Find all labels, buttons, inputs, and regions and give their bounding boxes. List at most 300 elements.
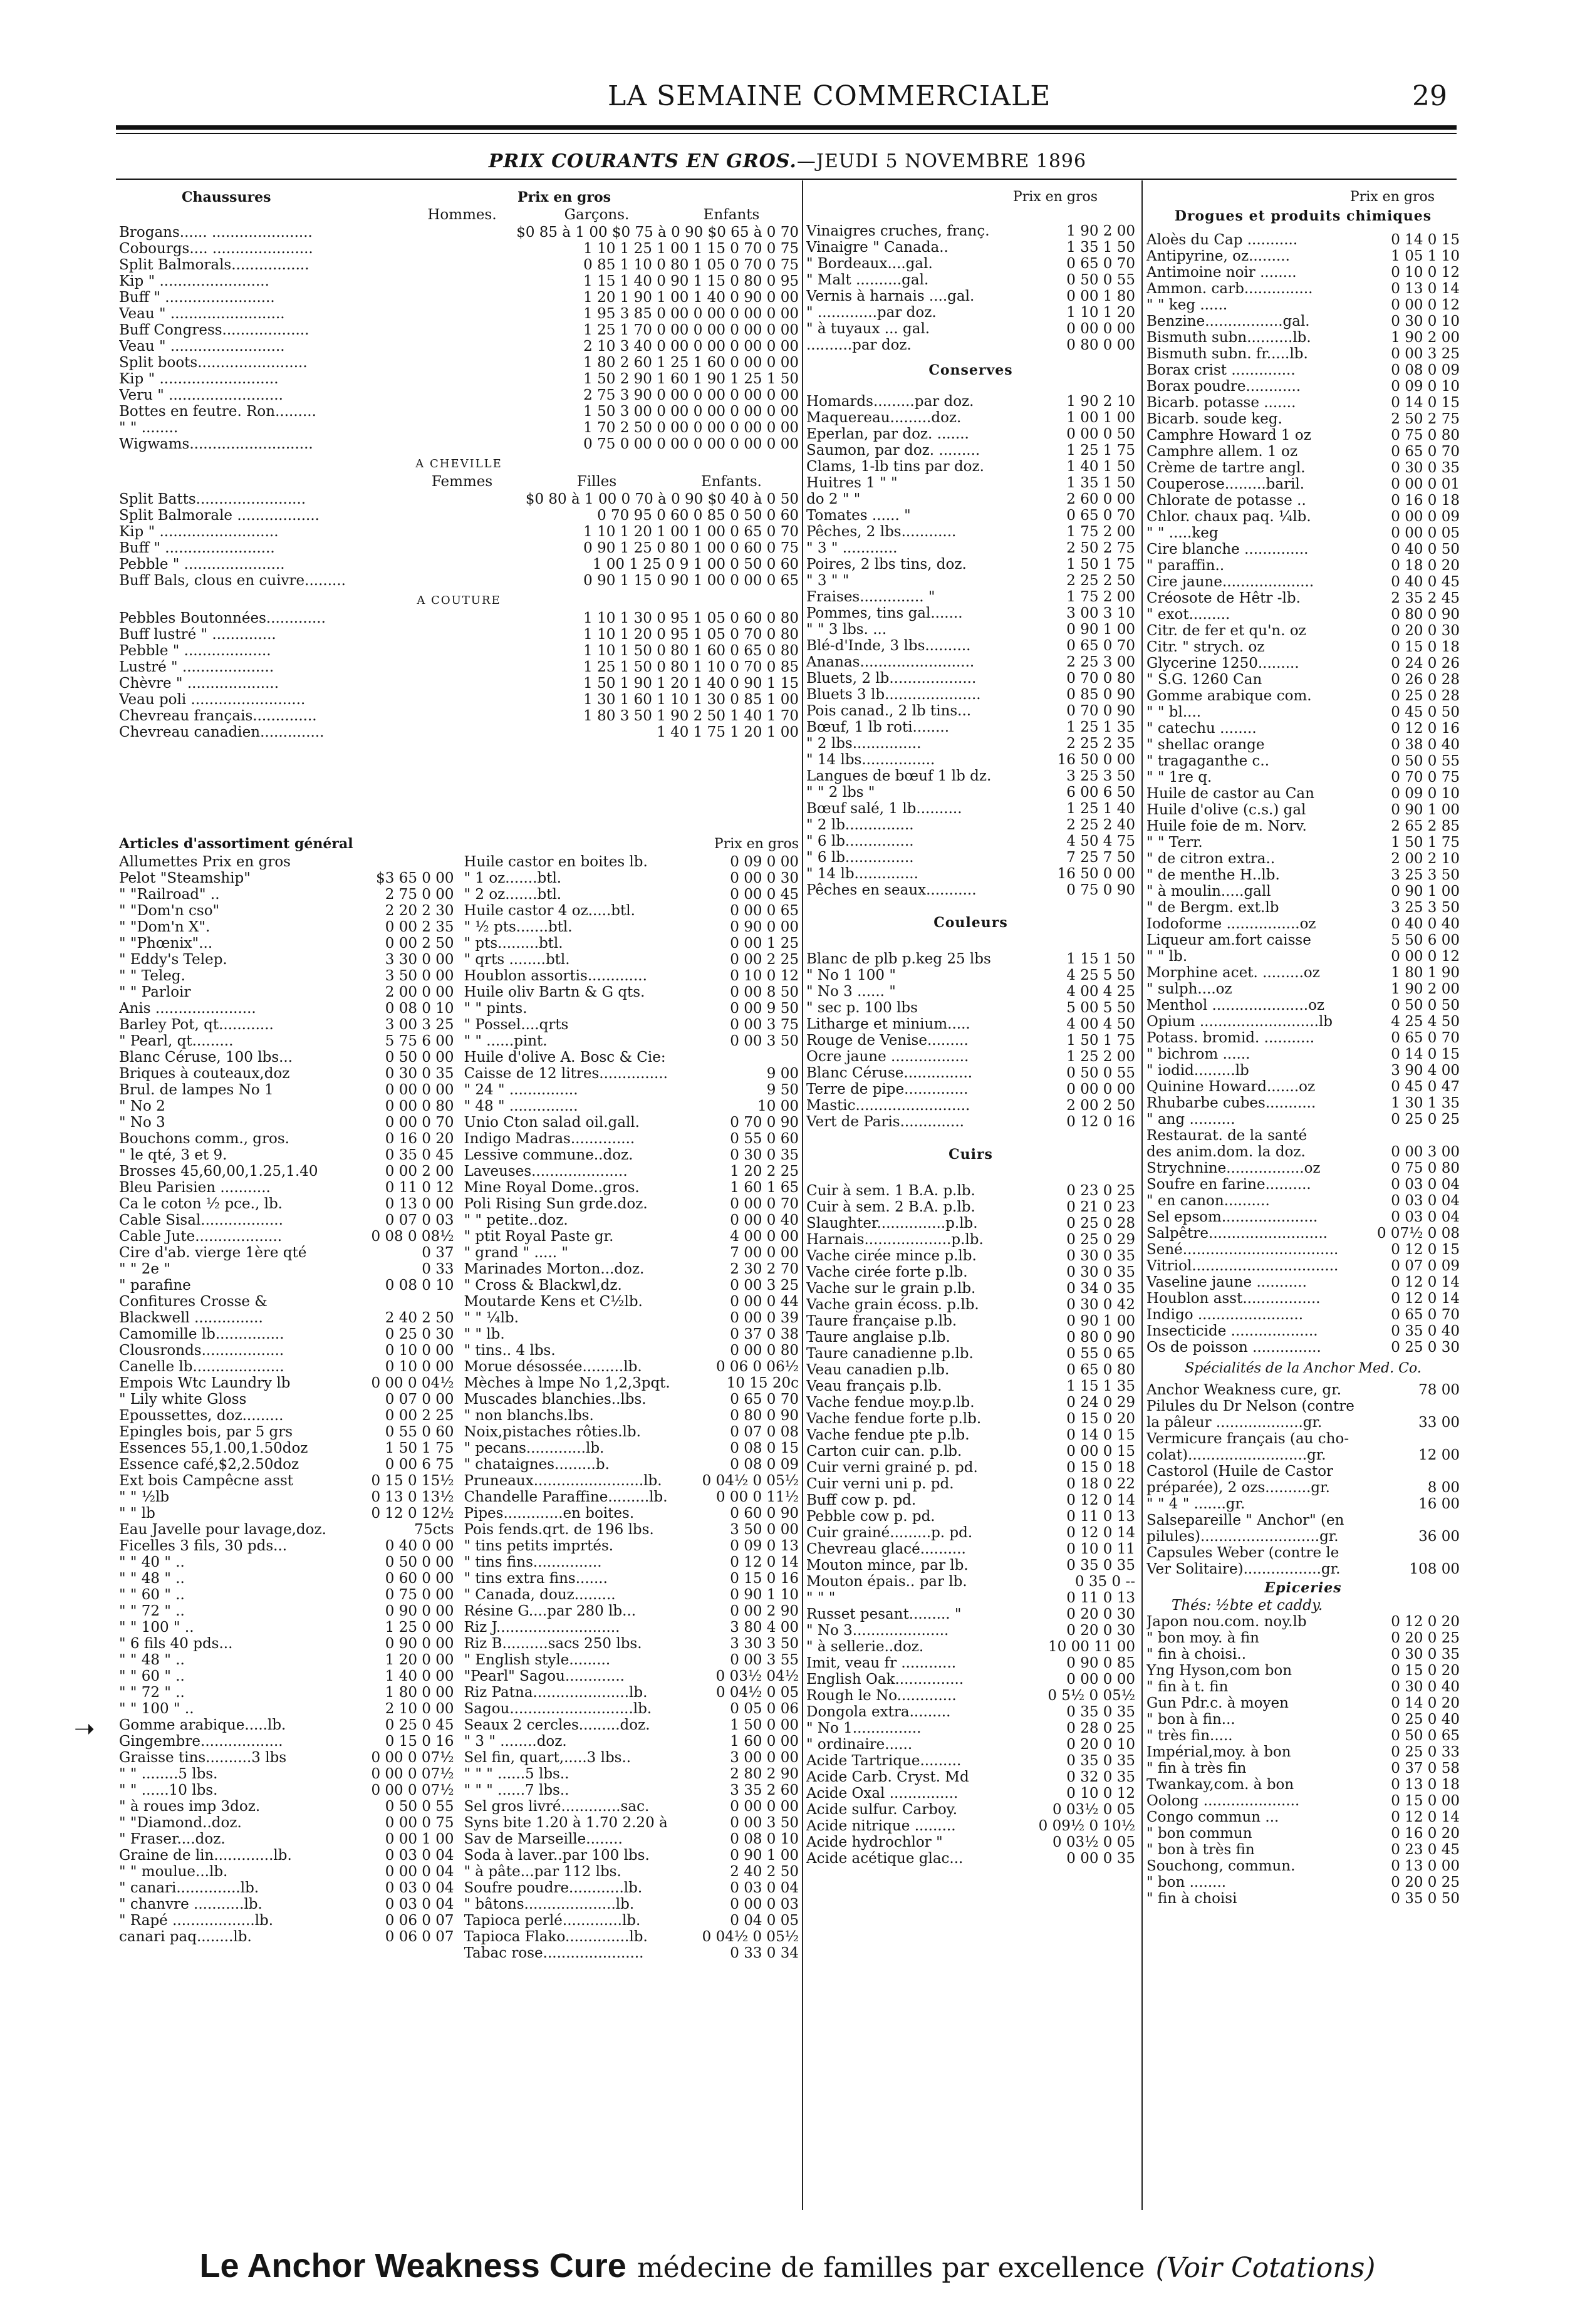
item-price: 0 35 0 45 — [385, 1147, 454, 1163]
item-price: 0 40 0 50 — [1391, 541, 1460, 558]
item-label: " No 2 — [119, 1098, 165, 1114]
item-label: Vache fendue pte p.lb. — [806, 1427, 970, 1443]
price-row — [119, 1668, 454, 1684]
item-label: " " 72 " .. — [119, 1684, 185, 1701]
price-row — [464, 1326, 799, 1342]
item-price: 0 09 0 10 — [1391, 786, 1460, 802]
price-row — [806, 1492, 1135, 1508]
item-label: Restaurat. de la santé — [1146, 1128, 1307, 1144]
price-row — [806, 768, 1135, 784]
item-price: 0 30 0 35 — [730, 1147, 799, 1163]
item-price: 10 00 11 00 — [1048, 1639, 1135, 1655]
item-label: Briques à couteaux,doz — [119, 1066, 290, 1082]
price-row — [806, 1065, 1135, 1081]
price-row — [464, 1831, 799, 1847]
price-row — [464, 1652, 799, 1668]
item-label: Antipyrine, oz......... — [1146, 248, 1290, 264]
item-price: 0 00 1 80 — [1066, 288, 1135, 304]
price-row — [1146, 655, 1460, 672]
price-row — [119, 1684, 454, 1701]
price-row — [119, 1310, 454, 1326]
item-label: " " " ......7 lbs.. — [464, 1782, 569, 1798]
item-label: Oolong ..................... — [1146, 1793, 1300, 1809]
section-title: Articles d'assortiment général — [119, 836, 353, 852]
price-row — [119, 659, 799, 675]
item-price: 108 00 — [1409, 1561, 1460, 1577]
item-label: " 6 lb............... — [806, 833, 914, 849]
item-price: 0 09 0 10 — [1391, 378, 1460, 395]
price-row — [119, 1815, 454, 1831]
item-price: 0 65 0 80 — [1066, 1362, 1135, 1378]
item-label: Kip " ........................ — [119, 273, 269, 289]
price-row — [806, 288, 1135, 304]
head-garcons: Garçons. — [564, 207, 630, 223]
item-price: 1 25 0 00 — [385, 1619, 454, 1636]
item-label: Huile castor 4 oz.....btl. — [464, 903, 635, 919]
item-price: 0 50 0 00 — [385, 1554, 454, 1570]
item-price: 2 35 2 45 — [1391, 590, 1460, 606]
item-label: Bœuf salé, 1 lb.......... — [806, 801, 962, 817]
item-label: Congo commun ... — [1146, 1809, 1279, 1825]
price-row — [806, 540, 1135, 556]
item-label: Gomme arabique com. — [1146, 688, 1312, 704]
item-label: " 48 " ............... — [464, 1098, 578, 1114]
item-price: 1 80 3 50 1 90 2 50 1 40 1 70 — [583, 708, 799, 724]
item-label: Russet pesant......... " — [806, 1606, 962, 1622]
item-price: 0 00 0 39 — [730, 1310, 799, 1326]
item-label: Impérial,moy. à bon — [1146, 1744, 1291, 1760]
item-label: do 2 " " — [806, 491, 861, 507]
price-row — [464, 1587, 799, 1603]
item-label: " ang .......... — [1146, 1111, 1235, 1128]
price-row — [1146, 444, 1460, 460]
price-row — [119, 1424, 454, 1440]
item-label: Veau français p.lb. — [806, 1378, 942, 1394]
price-row — [806, 1443, 1135, 1460]
price-row — [464, 1554, 799, 1570]
item-price: 2 10 0 00 — [385, 1701, 454, 1717]
price-row — [806, 638, 1135, 654]
item-label: Seaux 2 cercles.........doz. — [464, 1717, 650, 1733]
item-label: " 14 lb.............. — [806, 866, 918, 882]
price-row — [806, 1525, 1135, 1541]
price-row — [119, 724, 799, 740]
item-label: " tins extra fins....... — [464, 1570, 608, 1587]
item-price: 0 20 0 30 — [1066, 1622, 1135, 1639]
price-row — [119, 1766, 454, 1782]
item-price: 0 00 1 25 — [730, 935, 799, 952]
price-row — [464, 1456, 799, 1473]
price-row — [806, 983, 1135, 1000]
price-row — [464, 1750, 799, 1766]
item-label: Graine de lin.............lb. — [119, 1847, 292, 1864]
item-label: " fin à t. fin — [1146, 1679, 1229, 1695]
item-price: 2 40 2 50 — [730, 1864, 799, 1880]
epiceries-note: Thés: ½bte et caddy. — [1172, 1597, 1323, 1614]
price-row — [806, 801, 1135, 817]
price-row — [1146, 737, 1460, 753]
price-row — [806, 1557, 1135, 1574]
item-price: 6 00 6 50 — [1066, 784, 1135, 801]
item-price: 9 00 — [766, 1066, 799, 1082]
item-price: 0 00 3 00 — [1391, 1144, 1460, 1160]
item-price: 0 20 0 25 — [1391, 1630, 1460, 1646]
price-row — [1146, 818, 1460, 834]
item-price: 0 23 0 45 — [1391, 1842, 1460, 1858]
item-price: 0 65 0 70 — [1066, 256, 1135, 272]
item-price: 2 75 3 90 0 00 0 00 0 00 0 00 — [583, 387, 799, 403]
item-label: Barley Pot, qt............ — [119, 1017, 274, 1033]
item-label: English Oak............... — [806, 1671, 964, 1688]
item-label: Anchor Weakness cure, gr. — [1146, 1382, 1342, 1398]
price-row — [464, 1163, 799, 1180]
item-label: Os de poisson ............... — [1146, 1339, 1321, 1356]
price-row — [1146, 1679, 1460, 1695]
item-label: Sené.................................. — [1146, 1242, 1339, 1258]
item-label: Sel fin, quart,.....3 lbs.. — [464, 1750, 632, 1766]
price-row — [464, 1408, 799, 1424]
item-price: 1 00 1 00 — [1066, 410, 1135, 426]
price-row — [119, 1326, 454, 1342]
anchor-specialites-list — [1146, 1382, 1460, 1577]
item-price: 3 30 3 50 — [730, 1636, 799, 1652]
item-label: ..........par doz. — [806, 337, 912, 353]
price-row — [464, 1847, 799, 1864]
item-price: 0 15 0 18 — [1391, 639, 1460, 655]
item-label: " bon à fin... — [1146, 1711, 1235, 1728]
price-row — [1146, 297, 1460, 313]
price-row — [119, 1196, 454, 1212]
item-label: Bicarb. potasse ....... — [1146, 395, 1296, 411]
item-label: Moutarde Kens et C½lb. — [464, 1294, 643, 1310]
price-row — [119, 1717, 454, 1733]
item-label: " " ........5 lbs. — [119, 1766, 218, 1782]
item-price: 0 33 0 34 — [730, 1945, 799, 1961]
item-label: Ficelles 3 fils, 30 pds... — [119, 1538, 288, 1554]
price-row — [1146, 1079, 1460, 1095]
item-price: 1 25 1 50 0 80 1 10 0 70 0 85 — [583, 659, 799, 675]
item-price: 2 80 2 90 — [730, 1766, 799, 1782]
item-price: 0 03 0 04 — [385, 1880, 454, 1896]
item-price: 0 55 0 60 — [385, 1424, 454, 1440]
page-number: 29 — [1412, 80, 1447, 112]
item-price: 0 00 0 45 — [730, 886, 799, 903]
item-label: " Eddy's Telep. — [119, 952, 227, 968]
item-label: " Fraser....doz. — [119, 1831, 226, 1847]
price-row — [119, 1798, 454, 1815]
item-label: Tapioca Flako..............lb. — [464, 1929, 648, 1945]
item-label: " Lily white Gloss — [119, 1391, 247, 1408]
item-price: 0 28 0 25 — [1066, 1720, 1135, 1736]
price-row — [1146, 883, 1460, 900]
item-label: Lessive commune..doz. — [464, 1147, 633, 1163]
footer-brand: Le Anchor Weakness Cure — [199, 2247, 626, 2285]
item-label: " Possel....qrts — [464, 1017, 569, 1033]
item-price: 16 00 — [1418, 1496, 1460, 1512]
item-price: 0 12 0 14 — [730, 1554, 799, 1570]
item-label: " 2 lbs............... — [806, 735, 922, 752]
item-price: 0 10 0 11 — [1066, 1541, 1135, 1557]
price-row — [1146, 1062, 1460, 1079]
item-price: 4 25 4 50 — [1391, 1014, 1460, 1030]
price-row — [806, 654, 1135, 670]
item-price: 1 60 0 00 — [730, 1733, 799, 1750]
price-row — [1146, 525, 1460, 541]
price-row — [1146, 427, 1460, 444]
item-price: 0 00 0 00 — [730, 1798, 799, 1815]
item-label: " " 4 " .......gr. — [1146, 1496, 1245, 1512]
price-row — [464, 1717, 799, 1733]
price-row — [1146, 948, 1460, 965]
item-price: 3 35 2 60 — [730, 1782, 799, 1798]
price-row — [119, 1864, 454, 1880]
item-label: Vache sur le grain p.lb. — [806, 1280, 976, 1297]
price-row — [464, 1815, 799, 1831]
item-price: 0 08 0 09 — [1391, 362, 1460, 378]
item-price: 0 00 0 44 — [730, 1294, 799, 1310]
item-price: 1 95 3 85 0 00 0 00 0 00 0 00 — [583, 306, 799, 322]
price-row — [806, 1736, 1135, 1753]
item-label: " " Terr. — [1146, 834, 1203, 851]
item-price — [450, 854, 454, 870]
item-price: 0 75 0 00 — [385, 1587, 454, 1603]
price-row — [1146, 1561, 1460, 1577]
item-label: " Malt ..........gal. — [806, 272, 929, 288]
item-label: Graisse tins..........3 lbs — [119, 1750, 287, 1766]
journal-title: LA SEMAINE COMMERCIALE — [608, 80, 1051, 112]
price-row — [119, 692, 799, 708]
price-row — [806, 817, 1135, 833]
item-label: Castorol (Huile de Castor — [1146, 1463, 1334, 1480]
item-label: Mouton épais.. par lb. — [806, 1574, 967, 1590]
price-row — [806, 426, 1135, 442]
price-row — [119, 1473, 454, 1489]
item-label: Résine G....par 280 lb... — [464, 1603, 637, 1619]
item-price: 2 00 0 00 — [385, 984, 454, 1000]
price-row — [1146, 769, 1460, 786]
item-price: 0 00 2 35 — [385, 919, 454, 935]
item-label: " No 3..................... — [806, 1622, 949, 1639]
item-label: Soufre poudre............lb. — [464, 1880, 643, 1896]
item-label: " iodid.........lb — [1146, 1062, 1249, 1079]
price-row — [806, 410, 1135, 426]
price-row — [1146, 1193, 1460, 1209]
item-price — [1456, 1128, 1460, 1144]
item-price: 1 80 1 90 — [1391, 965, 1460, 981]
item-label: Huile foie de m. Norv. — [1146, 818, 1307, 834]
price-row — [464, 935, 799, 952]
price-row — [806, 1016, 1135, 1032]
item-label: Langues de bœuf 1 lb dz. — [806, 768, 992, 784]
item-label: " Pearl, qt......... — [119, 1033, 234, 1049]
item-price: 0 15 0 20 — [1066, 1411, 1135, 1427]
item-label: Carton cuir can. p.lb. — [806, 1443, 962, 1460]
item-label: Yng Hyson,com bon — [1146, 1663, 1292, 1679]
item-label: " " lb. — [464, 1326, 505, 1342]
item-price: 0 07 0 09 — [1391, 1258, 1460, 1274]
price-row — [806, 589, 1135, 605]
item-label: Capsules Weber (contre le — [1146, 1545, 1339, 1561]
item-label: Chevreau canadien.............. — [119, 724, 325, 740]
item-price: 4 00 4 25 — [1066, 983, 1135, 1000]
item-label: Sav de Marseille........ — [464, 1831, 623, 1847]
price-row — [464, 1798, 799, 1815]
price-row — [1146, 1809, 1460, 1825]
item-label: Opium ..........................lb — [1146, 1014, 1333, 1030]
item-price: 2 00 2 10 — [1391, 851, 1460, 867]
price-row — [806, 239, 1135, 256]
item-label: " No 1............... — [806, 1720, 922, 1736]
item-price: 0 10 0 12 — [730, 968, 799, 984]
price-row — [806, 393, 1135, 410]
item-label: " " 60 " .. — [119, 1587, 185, 1603]
item-price: 0 12 0 14 — [1391, 1809, 1460, 1825]
item-price: 1 75 2 00 — [1066, 524, 1135, 540]
item-price: 0 07 0 00 — [385, 1391, 454, 1408]
price-row — [806, 1032, 1135, 1049]
item-label: "Pearl" Sagou............. — [464, 1668, 625, 1684]
item-price: 1 10 1 30 0 95 1 05 0 60 0 80 — [583, 610, 799, 626]
item-label: Citr. " strych. oz — [1146, 639, 1265, 655]
item-price: 0 16 0 20 — [1391, 1825, 1460, 1842]
price-row — [806, 442, 1135, 459]
item-price: 0 00 0 09 — [1391, 509, 1460, 525]
price-row — [1146, 232, 1460, 248]
item-price: 0 34 0 35 — [1066, 1280, 1135, 1297]
item-label: " " 48 " .. — [119, 1570, 185, 1587]
item-price: 0 35 0 35 — [1066, 1557, 1135, 1574]
item-price: 0 20 0 25 — [1391, 1874, 1460, 1891]
item-label: Ext bois Campêcne asst — [119, 1473, 293, 1489]
item-label: Bluets 3 lb..................... — [806, 687, 981, 703]
price-row — [119, 626, 799, 643]
item-price: 0 25 0 40 — [1391, 1711, 1460, 1728]
price-row — [806, 882, 1135, 898]
price-row — [806, 1785, 1135, 1802]
item-label: Sel epsom..................... — [1146, 1209, 1318, 1225]
item-price: 0 08 0 08½ — [371, 1228, 454, 1245]
price-heading-row — [1146, 189, 1460, 205]
item-label: Epingles bois, par 5 grs — [119, 1424, 293, 1440]
price-row — [806, 1378, 1135, 1394]
price-row — [1146, 1842, 1460, 1858]
item-price: 0 25 0 33 — [1391, 1744, 1460, 1760]
subsection-cheville: A CHEVILLE — [415, 457, 502, 470]
item-label: " 3 " ........doz. — [464, 1733, 567, 1750]
item-price: 0 35 0 -- — [1074, 1574, 1135, 1590]
item-label: " shellac orange — [1146, 737, 1265, 753]
item-price: 0 25 0 30 — [385, 1326, 454, 1342]
item-price: 4 25 5 50 — [1066, 967, 1135, 983]
item-price: 0 16 0 20 — [385, 1131, 454, 1147]
price-row — [806, 491, 1135, 507]
price-row — [119, 355, 799, 371]
item-label: Souchong, commun. — [1146, 1858, 1296, 1874]
item-price: 0 85 0 90 — [1066, 687, 1135, 703]
item-label: Benzine.................gal. — [1146, 313, 1310, 329]
item-label: Clousronds.................. — [119, 1342, 284, 1359]
price-row — [119, 1733, 454, 1750]
price-row — [1146, 1414, 1460, 1431]
item-label: " " petite..doz. — [464, 1212, 568, 1228]
item-label: " " lb. — [1146, 948, 1188, 965]
item-price: 1 90 2 10 — [1066, 393, 1135, 410]
item-label: " de citron extra.. — [1146, 851, 1276, 867]
item-price: 0 00 8 50 — [730, 984, 799, 1000]
item-price: 3 50 0 00 — [730, 1522, 799, 1538]
item-label: " " 48 " .. — [119, 1652, 185, 1668]
item-label: Houblon assortis............. — [464, 968, 647, 984]
item-label: Liqueur am.fort caisse — [1146, 932, 1311, 948]
item-label: Chlor. chaux paq. ¼lb. — [1146, 509, 1311, 525]
price-row — [119, 1228, 454, 1245]
item-label: Vernis à harnais ....gal. — [806, 288, 975, 304]
item-label: Pebble " ...................... — [119, 556, 285, 573]
price-row — [119, 1522, 454, 1538]
item-label: Bicarb. soude keg. — [1146, 411, 1282, 427]
item-label: " " lb — [119, 1505, 155, 1522]
price-row — [806, 1199, 1135, 1215]
item-price: 0 00 3 50 — [730, 1815, 799, 1831]
item-label: Veau " ......................... — [119, 306, 285, 322]
price-row — [119, 952, 454, 968]
item-label: Camphre Howard 1 oz — [1146, 427, 1311, 444]
item-price: $0 85 à 1 00 $0 75 à 0 90 $0 65 à 0 70 — [516, 224, 799, 241]
item-price: 1 25 1 75 — [1066, 442, 1135, 459]
price-row — [806, 719, 1135, 735]
price-row — [1146, 1290, 1460, 1307]
item-price: 0 50 0 55 — [1066, 272, 1135, 288]
item-label: Vermicure français (au cho- — [1146, 1431, 1349, 1447]
price-row — [1146, 1447, 1460, 1463]
price-row — [1146, 1258, 1460, 1274]
item-label: " 24 " ............... — [464, 1082, 578, 1098]
price-row — [1146, 281, 1460, 297]
price-row — [1146, 1891, 1460, 1907]
item-price: 0 15 0 16 — [385, 1733, 454, 1750]
price-row — [464, 1082, 799, 1098]
item-label: " " 60 " .. — [119, 1668, 185, 1684]
item-price: 0 00 0 35 — [1066, 1850, 1135, 1867]
chaussures-couture-list — [119, 610, 799, 740]
section-title-conserves: Conserves — [928, 362, 1013, 378]
item-price: 78 00 — [1418, 1382, 1460, 1398]
price-row — [119, 322, 799, 338]
item-label: Huile oliv Bartn & G qts. — [464, 984, 645, 1000]
item-price: 0 10 0 12 — [1391, 264, 1460, 281]
price-row — [464, 1440, 799, 1456]
item-label: " fin à très fin — [1146, 1760, 1247, 1777]
item-price: 4 00 0 00 — [730, 1228, 799, 1245]
item-label: Ananas......................... — [806, 654, 975, 670]
item-label: Ammon. carb............... — [1146, 281, 1313, 297]
item-price: 0 30 0 35 — [1066, 1248, 1135, 1264]
price-row — [464, 1522, 799, 1538]
item-price: 0 80 0 00 — [1066, 337, 1135, 353]
price-row — [119, 1017, 454, 1033]
price-row — [1146, 1496, 1460, 1512]
section-title-cuirs: Cuirs — [949, 1146, 993, 1163]
item-price: 0 00 0 70 — [385, 1114, 454, 1131]
item-label: " S.G. 1260 Can — [1146, 672, 1262, 688]
item-price: 33 00 — [1418, 1414, 1460, 1431]
price-row — [464, 870, 799, 886]
price-row — [806, 1081, 1135, 1097]
price-row — [806, 475, 1135, 491]
item-label: " Canada, douz......... — [464, 1587, 616, 1603]
item-price: 0 00 0 07½ — [371, 1750, 454, 1766]
item-price: 0 00 0 01 — [1391, 476, 1460, 492]
